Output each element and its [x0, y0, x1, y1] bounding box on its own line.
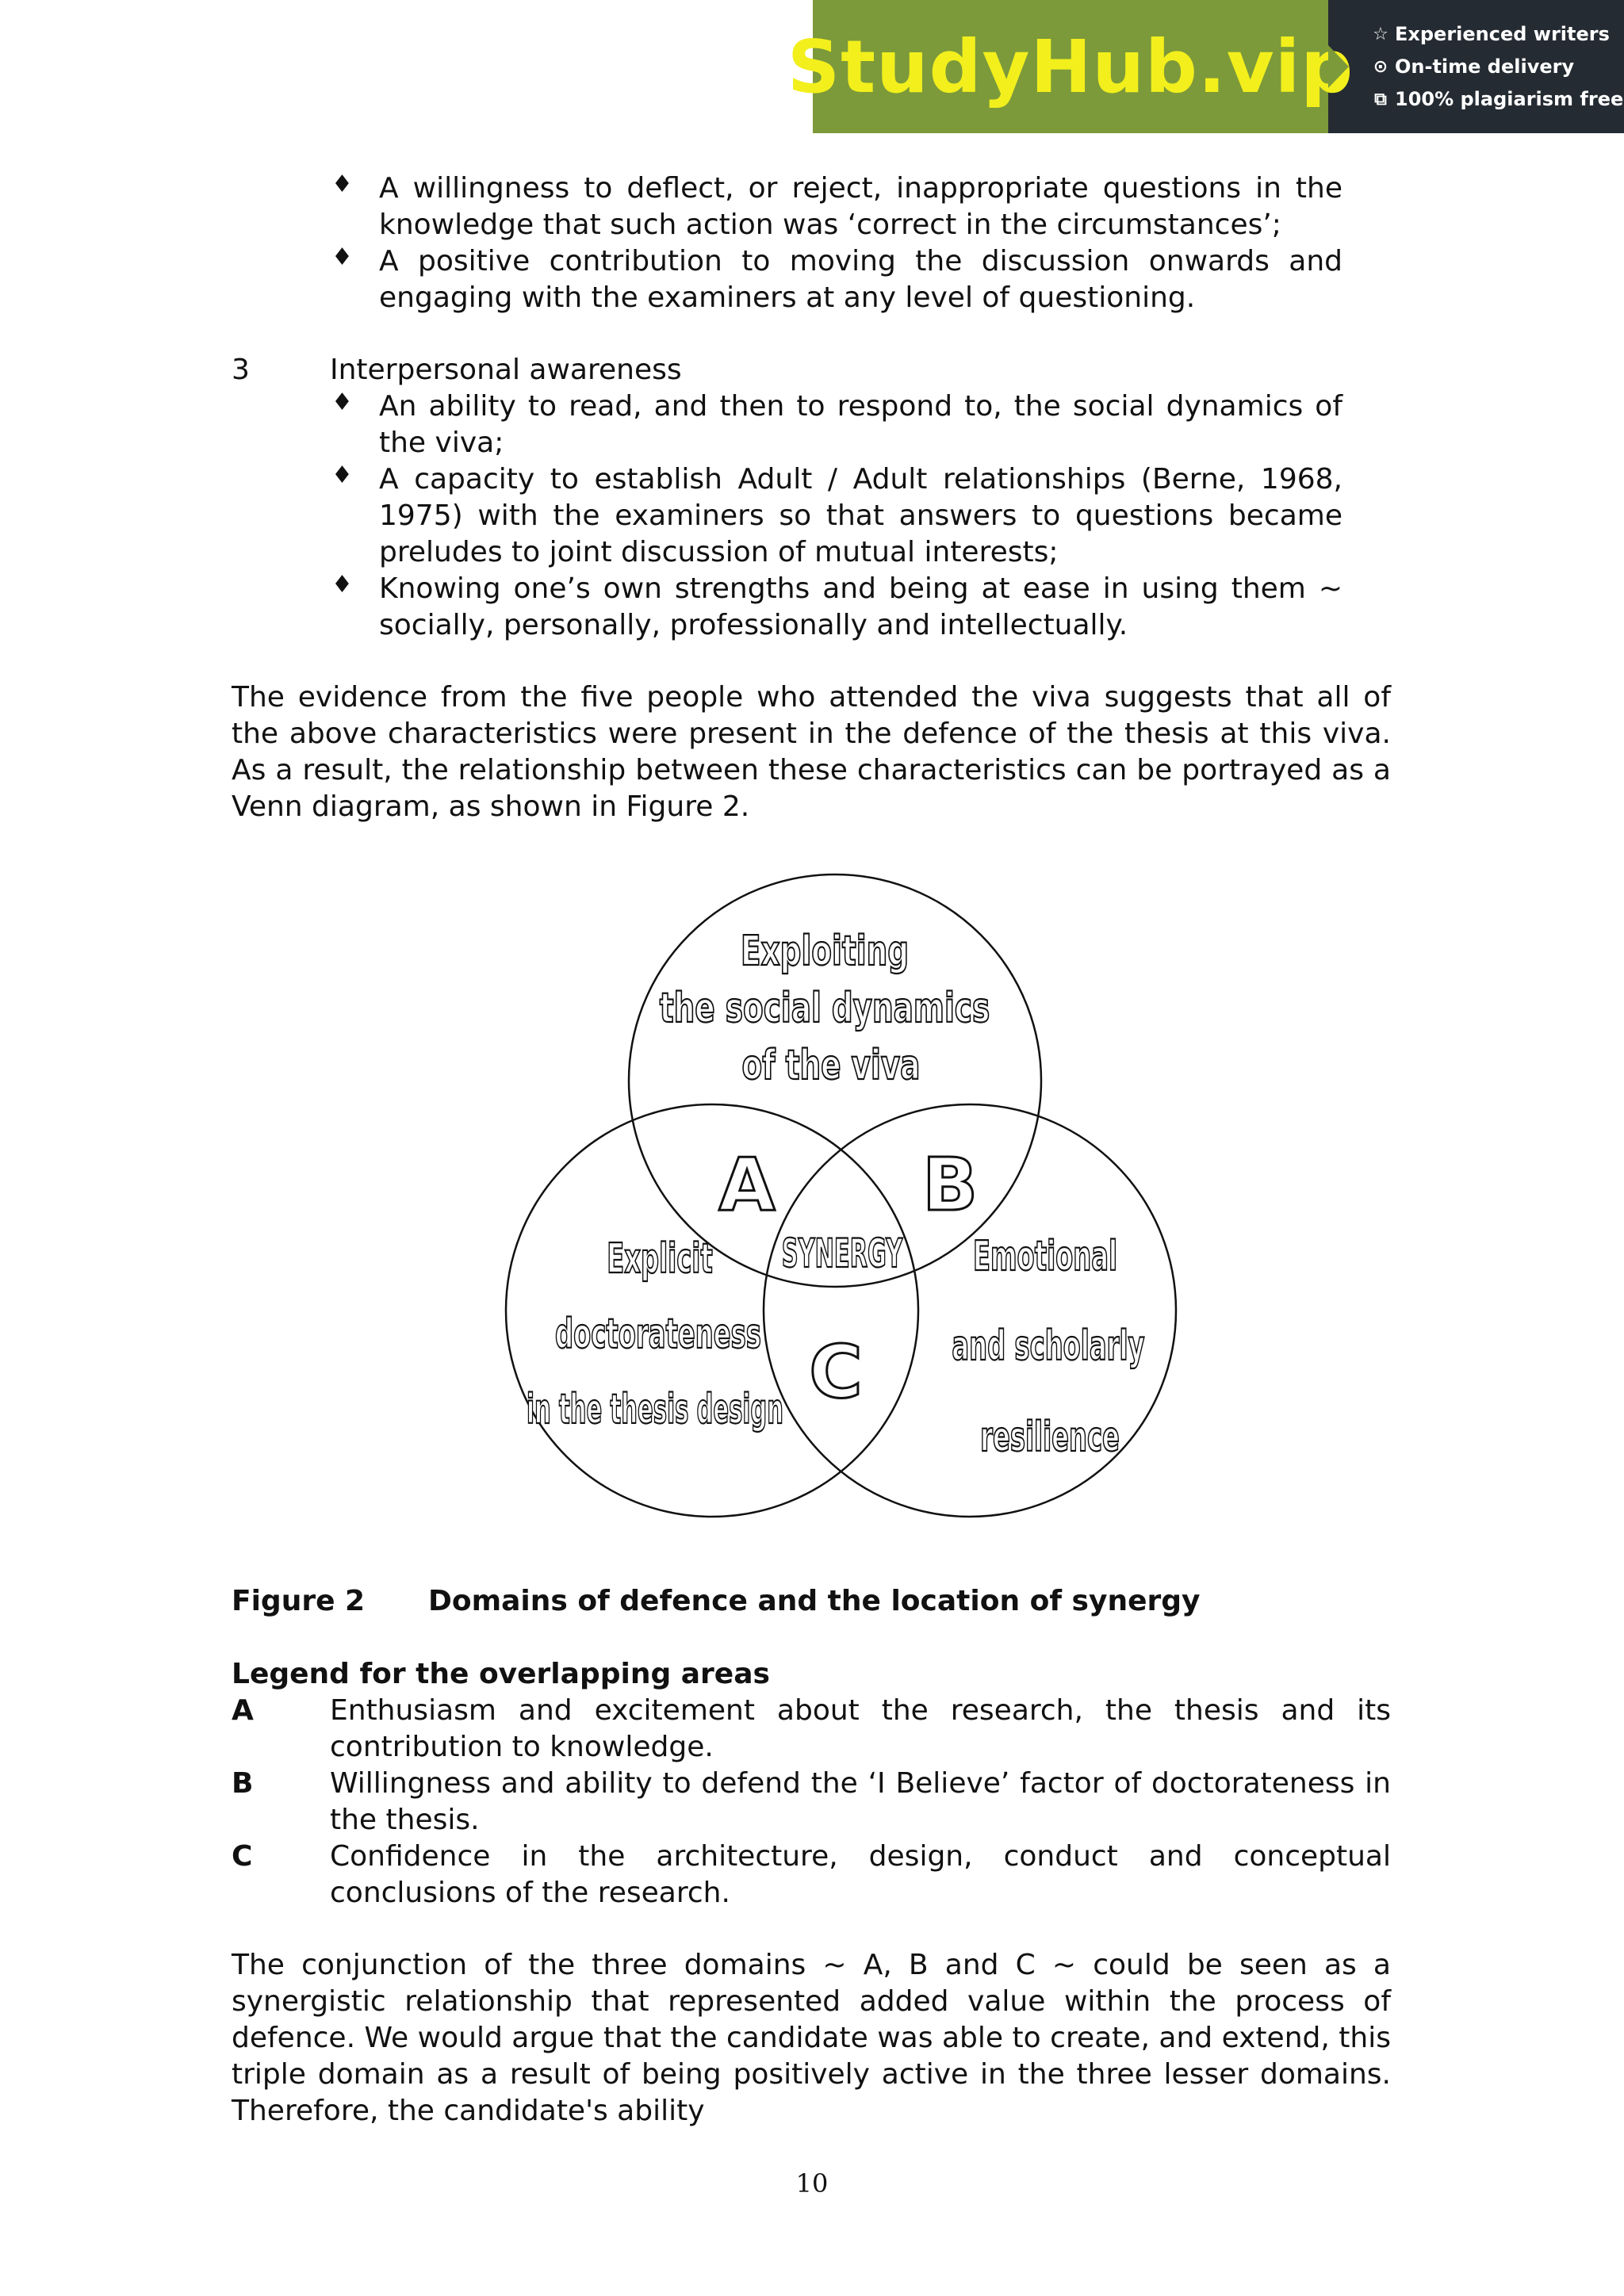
- section-number: 3: [232, 354, 250, 386]
- venn-top-label-line2: the social dynamics: [659, 983, 990, 1032]
- venn-right-label-line2: and scholarly: [952, 1322, 1145, 1371]
- diamond-bullet-icon: ♦: [331, 243, 353, 271]
- feature-label: On-time delivery: [1395, 55, 1575, 78]
- bullet-item: [331, 243, 1342, 316]
- diamond-bullet-icon: ♦: [331, 461, 353, 489]
- legend-text-a: Enthusiasm and excitement about the research, the thesis and its contribution to knowledge.: [330, 1694, 1391, 1763]
- body-paragraph: The conjunction of the three domains ~ A, B and C ~ could be seen as a synergistic relationship that represented added value within the process of defence. We would argue that the candidate was able to create, and extend, this triple domain as a result of being positively active in the three lesser domains. Therefore, the candidate's ability: [232, 1949, 1391, 2127]
- ad-banner[interactable]: [787, 0, 1624, 133]
- legend-key-c: C: [232, 1840, 253, 1873]
- banner-arrow-decoration: [1328, 45, 1349, 88]
- legend-key-b: B: [232, 1767, 254, 1800]
- clock-icon: ⊙: [1373, 56, 1388, 77]
- venn-left-label-line3: in the thesis design: [527, 1384, 783, 1433]
- section-heading: Interpersonal awareness: [330, 354, 682, 386]
- venn-top-label-line3: of the viva: [741, 1040, 921, 1089]
- bullet-text: A willingness to deflect, or reject, inappropriate questions in the knowledge that such action was ‘correct in the circumstances’;: [379, 172, 1342, 241]
- body-paragraph: The evidence from the five people who attended the viva suggests that all of the above characteristics were present in the defence of the thesis at this viva. As a result, the relationship between these characteristics can be portrayed as a Venn diagram, as shown in Figure 2.: [232, 681, 1391, 823]
- copy-icon: ⧉: [1374, 89, 1387, 109]
- bullet-item: [331, 170, 1342, 243]
- diamond-bullet-icon: ♦: [331, 571, 353, 599]
- bullet-item: [331, 461, 1342, 571]
- venn-right-label-line3: resilience: [980, 1414, 1120, 1462]
- feature-plagiarism-free: [1369, 83, 1624, 116]
- bullet-text: A capacity to establish Adult / Adult relationships (Berne, 1968, 1975) with the examiners so that answers to questions became preludes to joint discussion of mutual interests;: [379, 463, 1342, 568]
- venn-right-label-line1: Emotional: [972, 1233, 1118, 1281]
- star-icon: ☆: [1373, 24, 1388, 44]
- feature-label: Experienced writers: [1395, 23, 1610, 45]
- venn-region-b-label: B: [921, 1142, 979, 1227]
- legend-key-a: A: [232, 1694, 254, 1727]
- venn-center-label: SYNERGY: [781, 1230, 903, 1277]
- figure-caption: Domains of defence and the location of synergy: [428, 1585, 1201, 1617]
- venn-diagram: [492, 864, 1205, 1538]
- feature-on-time-delivery: [1369, 51, 1624, 83]
- bullet-text: An ability to read, and then to respond to, the social dynamics of the viva;: [379, 390, 1342, 459]
- venn-top-label-line1: Exploiting: [740, 926, 910, 975]
- page-number: 10: [795, 2168, 829, 2198]
- bullet-item: [331, 571, 1342, 644]
- venn-left-label-line1: Explicit: [607, 1235, 713, 1284]
- diamond-bullet-icon: ♦: [331, 388, 353, 416]
- legend-title: Legend for the overlapping areas: [232, 1658, 770, 1690]
- feature-experienced-writers: [1369, 18, 1624, 51]
- venn-region-c-label: C: [809, 1330, 863, 1414]
- diamond-bullet-icon: ♦: [331, 170, 353, 198]
- venn-region-a-label: A: [718, 1142, 776, 1227]
- legend-text-b: Willingness and ability to defend the ‘I Believe’ factor of doctorateness in the thesis.: [330, 1767, 1391, 1836]
- banner-features: [1328, 0, 1624, 133]
- venn-left-label-line2: doctorateness: [555, 1311, 761, 1359]
- bullet-text: Knowing one’s own strengths and being at ease in using them ~ socially, personally, professionally and intellectually.: [379, 572, 1342, 641]
- studyhub-logo[interactable]: [787, 0, 1354, 133]
- legend-text-c: Confidence in the architecture, design, conduct and conceptual conclusions of the research.: [330, 1840, 1391, 1909]
- logo-text: StudyHub.vip: [787, 24, 1354, 109]
- figure-label: Figure 2: [232, 1585, 366, 1617]
- feature-label: 100% plagiarism free: [1395, 88, 1624, 110]
- bullet-text: A positive contribution to moving the discussion onwards and engaging with the examiners at any level of questioning.: [379, 245, 1342, 314]
- bullet-item: [331, 388, 1342, 461]
